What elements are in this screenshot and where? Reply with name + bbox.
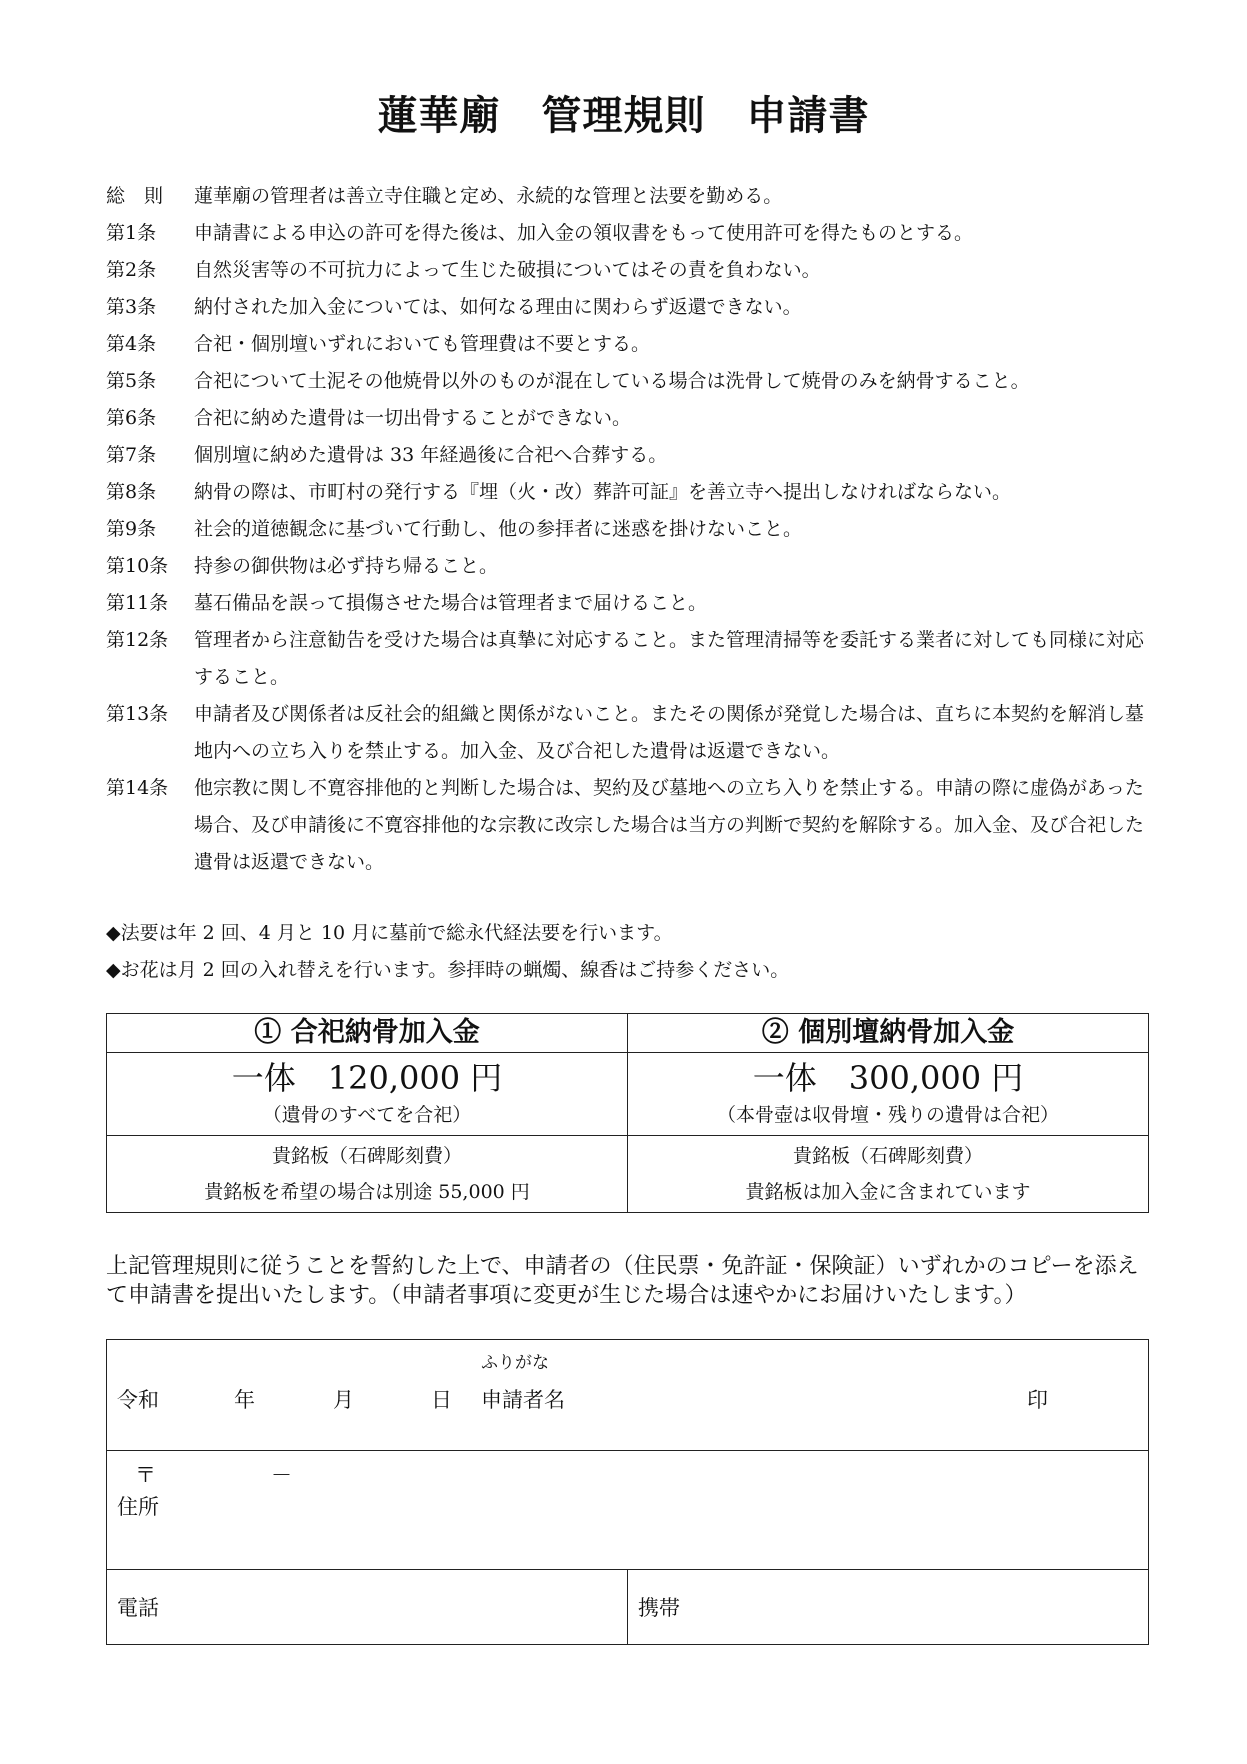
rule-text: 持参の御供物は必ず持ち帰ること。 xyxy=(194,555,499,577)
plate-title: 貴銘板（石碑彫刻費） xyxy=(792,1145,983,1167)
phone-cell xyxy=(107,1570,627,1644)
rule-item xyxy=(106,770,1156,881)
applicant-name-label: 申請者名 xyxy=(481,1388,565,1412)
rule-text: 申請者及び関係者は反社会的組織と関係がないこと。またその関係が発覚した場合は、直ちに本契約を解消し墓地内への立ち入りを禁止する。加入金、及び合祀した遺骨は返還できない。 xyxy=(194,703,1145,762)
plate-cell xyxy=(628,1136,1149,1213)
rule-number: 第1条 xyxy=(106,222,157,244)
form-row-address xyxy=(107,1451,1148,1570)
fee-price-note: （遺骨のすべてを合祀） xyxy=(262,1104,472,1126)
fee-heading-joint: ① 合祀納骨加入金 xyxy=(107,1014,628,1053)
rule-text: 納付された加入金については、如何なる理由に関わらず返還できない。 xyxy=(194,296,802,318)
mobile-label: 携帯 xyxy=(638,1596,680,1620)
rule-number: 第14条 xyxy=(106,777,169,799)
rule-number: 第7条 xyxy=(106,444,157,466)
rule-number: 第11条 xyxy=(106,592,169,614)
rule-item xyxy=(106,548,1156,585)
rules-list xyxy=(106,178,1156,881)
rule-item xyxy=(106,474,1156,511)
note-item: ◆法要は年 2 回、4 月と 10 月に墓前で総永代経法要を行います。 xyxy=(106,922,673,944)
rule-text: 管理者から注意勧告を受けた場合は真摯に対応すること。また管理清掃等を委託する業者に対しても同様に対応すること。 xyxy=(194,629,1145,688)
rule-item xyxy=(106,215,1156,252)
seal-label: 印 xyxy=(1027,1388,1048,1412)
rule-number: 第2条 xyxy=(106,259,157,281)
rule-item xyxy=(106,252,1156,289)
rule-item xyxy=(106,622,1156,696)
pledge-text: 上記管理規則に従うことを誓約した上で、申請者の（住民票・免許証・保険証）いずれかのコピーを添えて申請書を提出いたします。（申請者事項に変更が生じた場合は速やかにお届けいたします。） xyxy=(106,1254,1139,1308)
plate-note: 貴銘板を希望の場合は別途 55,000 円 xyxy=(204,1181,530,1203)
application-form xyxy=(106,1339,1149,1645)
mobile-cell xyxy=(627,1570,1148,1644)
rule-number: 第4条 xyxy=(106,333,157,355)
rule-text: 合祀について土泥その他焼骨以外のものが混在している場合は洗骨して焼骨のみを納骨すること。 xyxy=(194,370,1030,392)
postal-dash: － xyxy=(271,1463,292,1487)
fee-price-cell xyxy=(107,1053,628,1136)
postal-mark: 〒 xyxy=(135,1463,156,1487)
rule-text: 他宗教に関し不寛容排他的と判断した場合は、契約及び墓地への立ち入りを禁止する。申請の際に虚偽があった場合、及び申請後に不寛容排他的な宗教に改宗した場合は当方の判断で契約を解除する。加入金、及び合祀した遺骨は返還できない。 xyxy=(194,777,1145,873)
fee-price-cell xyxy=(628,1053,1149,1136)
page-title: 蓮華廟 管理規則 申請書 xyxy=(377,92,870,139)
rule-text: 蓮華廟の管理者は善立寺住職と定め、永続的な管理と法要を勤める。 xyxy=(194,185,783,207)
rule-text: 個別壇に納めた遺骨は 33 年経過後に合祀へ合葬する。 xyxy=(194,444,668,466)
rule-text: 自然災害等の不可抗力によって生じた破損についてはその責を負わない。 xyxy=(194,259,821,281)
plate-title: 貴銘板（石碑彫刻費） xyxy=(271,1145,462,1167)
note-item: ◆お花は月 2 回の入れ替えを行います。参拝時の蝋燭、線香はご持参ください。 xyxy=(106,959,790,981)
month-label: 月 xyxy=(333,1388,354,1412)
rule-item xyxy=(106,363,1156,400)
phone-label: 電話 xyxy=(117,1596,159,1620)
era-label: 令和 xyxy=(117,1388,159,1412)
rule-text: 納骨の際は、市町村の発行する『埋（火・改）葬許可証』を善立寺へ提出しなければならない。 xyxy=(194,481,1012,503)
memorial-notes xyxy=(106,915,789,989)
fee-price: 一体 300,000 円 xyxy=(752,1059,1024,1097)
rule-number: 第10条 xyxy=(106,555,169,577)
year-label: 年 xyxy=(234,1388,255,1412)
fee-price: 一体 120,000 円 xyxy=(231,1059,503,1097)
fee-price-note: （本骨壺は収骨壇・残りの遺骨は合祀） xyxy=(716,1104,1059,1126)
rule-item xyxy=(106,585,1156,622)
rule-text: 墓石備品を誤って損傷させた場合は管理者まで届けること。 xyxy=(194,592,708,614)
form-row-date-name xyxy=(107,1340,1148,1451)
rule-number: 総 則 xyxy=(106,185,164,207)
rule-number: 第12条 xyxy=(106,629,169,651)
furigana-label: ふりがな xyxy=(481,1353,549,1373)
address-label: 住所 xyxy=(117,1495,159,1519)
plate-cell xyxy=(107,1136,628,1213)
day-label: 日 xyxy=(431,1388,452,1412)
rule-item xyxy=(106,437,1156,474)
rule-number: 第3条 xyxy=(106,296,157,318)
rule-number: 第6条 xyxy=(106,407,157,429)
rule-item xyxy=(106,326,1156,363)
rule-number: 第9条 xyxy=(106,518,157,540)
rule-item xyxy=(106,511,1156,548)
rule-item xyxy=(106,289,1156,326)
rule-item xyxy=(106,178,1156,215)
rule-text: 合祀に納めた遺骨は一切出骨することができない。 xyxy=(194,407,632,429)
fee-heading-individual: ② 個別壇納骨加入金 xyxy=(628,1014,1149,1053)
rule-number: 第8条 xyxy=(106,481,157,503)
rule-text: 合祀・個別壇いずれにおいても管理費は不要とする。 xyxy=(194,333,651,355)
form-row-contact xyxy=(107,1570,1148,1644)
plate-note: 貴銘板は加入金に含まれています xyxy=(745,1181,1031,1203)
rule-text: 申請書による申込の許可を得た後は、加入金の領収書をもって使用許可を得たものとする。 xyxy=(194,222,974,244)
rule-item xyxy=(106,400,1156,437)
rule-text: 社会的道徳観念に基づいて行動し、他の参拝者に迷惑を掛けないこと。 xyxy=(194,518,803,540)
fee-table xyxy=(106,1013,1149,1213)
rule-number: 第13条 xyxy=(106,703,169,725)
rule-number: 第5条 xyxy=(106,370,157,392)
rule-item xyxy=(106,696,1156,770)
